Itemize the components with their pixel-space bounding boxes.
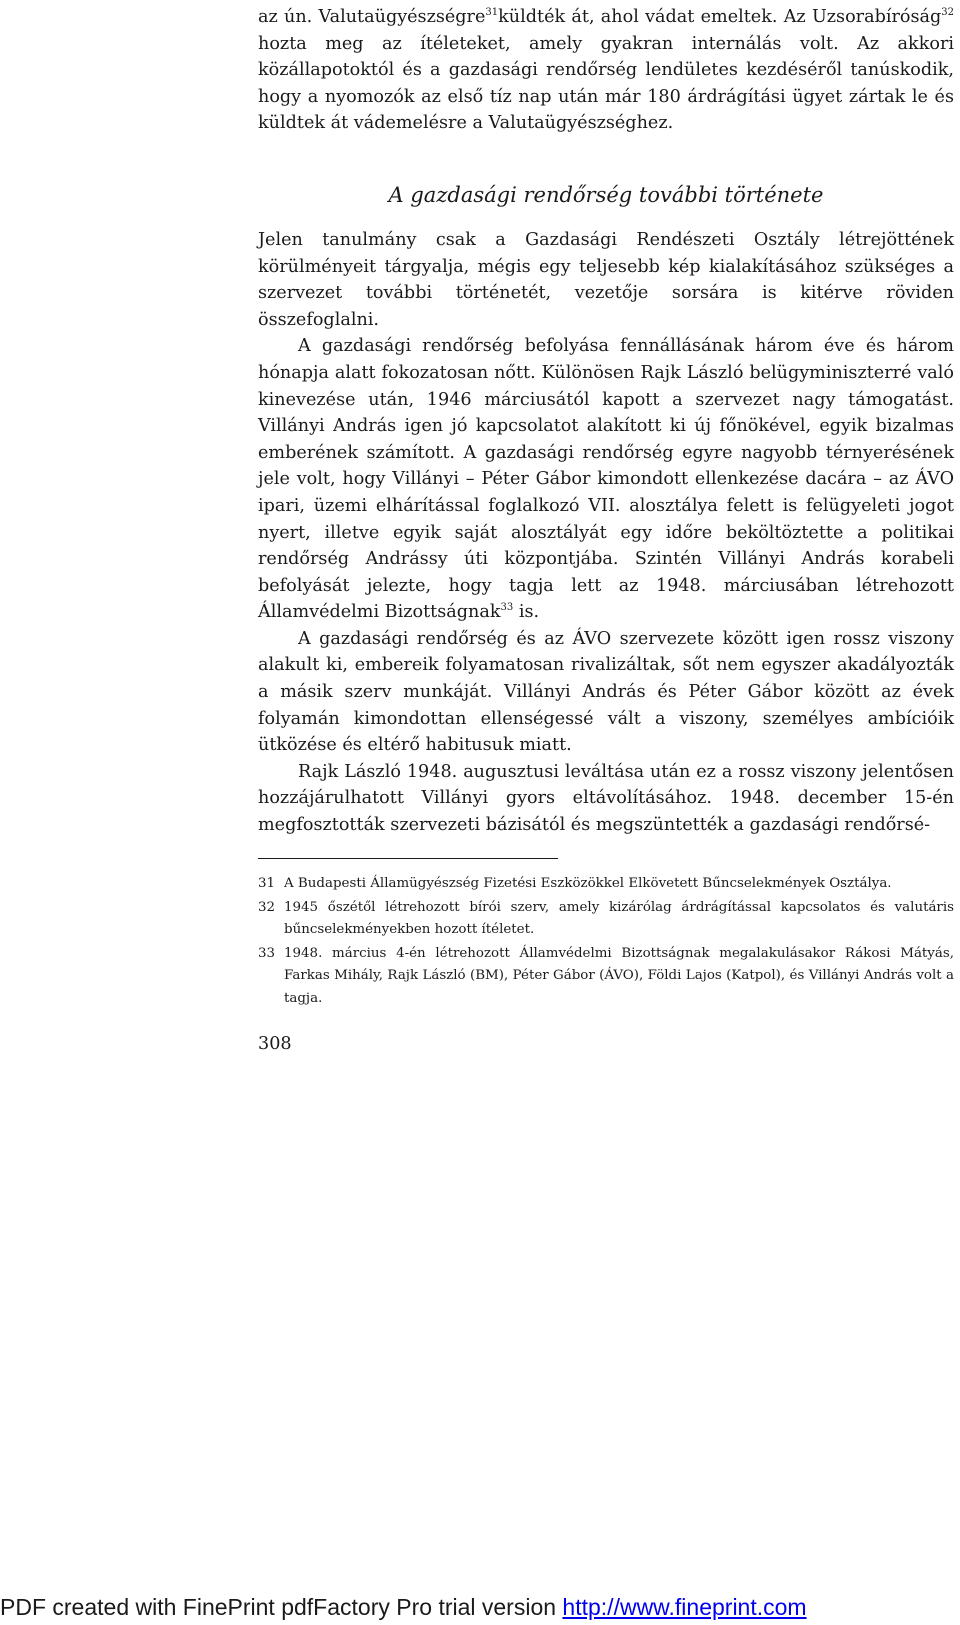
footer-text: PDF created with FinePrint pdfFactory Pro trial version [0,1594,563,1620]
footer-link[interactable]: http://www.fineprint.com [562,1594,807,1620]
section-heading: A gazdasági rendőrség további története [388,182,824,207]
footnote-ref-33[interactable]: 33 [500,602,514,614]
intro-paragraph [258,4,954,137]
intro-text-a: az ún. Valutaügyészségre [258,7,486,27]
paragraph-1: Jelen tanulmány csak a Gazdasági Rendészeti Osztály létrejöttének körülményeit tárgyalja, mégis egy teljesebb kép kialakításához szükséges a szervezet további történetét, vezetője sorsára is kitérve röviden összefoglalni. [258,229,954,330]
footnote-number: 32 [258,899,276,915]
footnote-32 [258,897,954,941]
pdf-footer-banner [0,1592,960,1622]
footnote-text: 1945 őszétől létrehozott bírói szerv, amely kizárólag árdrágítással kapcsolatos és valutáris bűncselekményekben hozott ítéletet. [284,899,954,938]
footnote-text: A Budapesti Államügyészség Fizetési Eszközökkel Elkövetett Bűncselekmények Osztálya. [284,875,892,891]
footnote-ref-31[interactable]: 31 [485,7,499,18]
footnote-number: 33 [258,946,276,962]
footnote-divider [258,858,558,859]
page-number: 308 [258,1033,292,1054]
footnote-text: 1948. március 4-én létrehozott Államvédelmi Bizottságnak megalakulásakor Rákosi Mátyás, Farkas Mihály, Rajk László (BM), Péter Gábor (ÁVO), Földi Lajos (Katpol), és Villányi András volt a tagja. [284,946,954,1006]
paragraph-2-text-a: A gazdasági rendőrség befolyása fennállásának három éve és három hónapja alatt fokozatosan nőtt. Különösen Rajk László belügyminiszterré való kinevezése után, 1946 márciusától kapott a szervezet nagy támogatást. Villányi András igen jó kapcsolatot alakított ki új főnökével, egyik bizalmas emberének számított. A gazdasági rendőrség egyre nagyobb térnyerésének jele volt, hogy Villányi – Péter Gábor kimondott ellenkezése dacára – az ÁVO ipari, üzemi elhárítással foglalkozó VII. alosztálya felett is felügyeleti jogot nyert, illetve egyik saját alosztályát egy időre beköltöztette a politikai rendőrség Andrássy úti központjába. Szintén Villányi András korabeli befolyását jelezte, hogy tagja lett az 1948. márciusában létrehozott Államvédelmi Bizottságnak [258,336,954,623]
paragraph-3: A gazdasági rendőrség és az ÁVO szervezete között igen rossz viszony alakult ki, embereik folyamatosan rivalizáltak, sőt nem egyszer akadályozták a másik szerv munkáját. Villányi András és Péter Gábor között az évek folyamán kimondottan ellenségessé vált a viszony, személyes ambícióik ütközése és eltérő habitusuk miatt. [258,628,954,756]
footnote-31 [258,873,954,895]
paragraph-4: Rajk László 1948. augusztusi leváltása után ez a rossz viszony jelentősen hozzájárulhatott Villányi gyors eltávolításához. 1948. december 15-én megfosztották szervezeti bázisától és megszüntették a gazdasági rendőrsé- [258,761,954,836]
paragraph-2 [258,333,954,626]
footnote-ref-32[interactable]: 32 [941,7,954,18]
intro-text-b: küldték át, ahol vádat emeltek. Az Uzsorabíróság [498,7,942,27]
footnote-number: 31 [258,875,276,891]
footnote-33 [258,943,954,1010]
document-page [258,4,954,1054]
footnotes [258,873,954,1010]
paragraph-2-text-b: is. [513,602,540,623]
intro-text-c: hozta meg az ítéleteket, amely gyakran internálás volt. Az akkori közállapotoktól és a gazdasági rendőrség lendületes kezdéséről tanúskodik, hogy a nyomozók az első tíz nap után már 180 árdrágítási ügyet zártak le és küldtek át vádemelésre a Valutaügyészséghez. [258,33,954,134]
